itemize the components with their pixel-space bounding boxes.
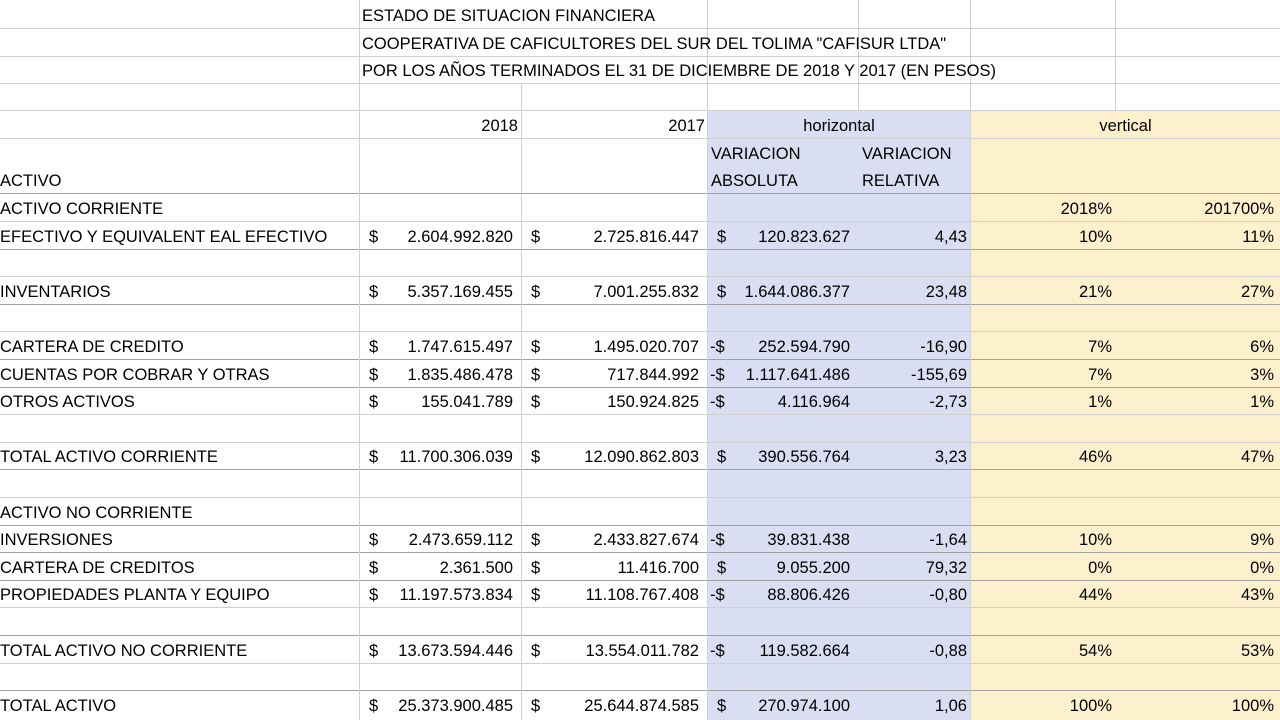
currency-2017[interactable]: $ [531,697,541,715]
row-label[interactable]: OTROS ACTIVOS [0,393,135,411]
var-abs-sign[interactable]: $ [717,559,727,577]
value-2018[interactable]: 155.041.789 [421,393,513,411]
var-rel-value[interactable]: 23,48 [925,283,967,301]
pct-2017[interactable]: 43% [1240,586,1274,604]
row-label[interactable]: INVENTARIOS [0,283,111,301]
var-abs-value[interactable]: 9.055.200 [776,559,850,577]
var-abs-value[interactable]: 390.556.764 [758,448,850,466]
value-2017[interactable]: 150.924.825 [607,393,699,411]
section-activo[interactable]: ACTIVO [0,172,62,190]
pct-2018[interactable]: 1% [1088,393,1112,411]
var-rel-value[interactable]: -1,64 [929,531,967,549]
value-2017[interactable]: 12.090.862.803 [584,448,699,466]
col-header-pct2018[interactable]: 2018% [1060,200,1112,218]
value-2018[interactable]: 5.357.169.455 [407,283,513,301]
currency-2018[interactable]: $ [369,697,379,715]
pct-2017[interactable]: 1% [1250,393,1274,411]
var-abs-value[interactable]: 119.582.664 [759,642,850,660]
value-2018[interactable]: 2.604.992.820 [407,228,513,246]
currency-2017[interactable]: $ [531,283,541,301]
pct-2018[interactable]: 7% [1088,338,1112,356]
value-2017[interactable]: 7.001.255.832 [593,283,699,301]
currency-2018[interactable]: $ [369,559,379,577]
var-abs-sign[interactable]: -$ [710,338,725,356]
row-label[interactable]: TOTAL ACTIVO NO CORRIENTE [0,642,248,660]
currency-2017[interactable]: $ [531,366,541,384]
var-abs-value[interactable]: 270.974.100 [758,697,850,715]
value-2018[interactable]: 1.747.615.497 [407,338,513,356]
pct-2018[interactable]: 21% [1078,283,1112,301]
pct-2018[interactable]: 44% [1078,586,1112,604]
currency-2018[interactable]: $ [369,283,379,301]
section-activo-no-corriente[interactable]: ACTIVO NO CORRIENTE [0,504,193,522]
pct-2017[interactable]: 11% [1242,228,1274,246]
value-2017[interactable]: 11.416.700 [617,559,699,577]
col-header-2018[interactable]: 2018 [481,117,518,135]
var-abs-sign[interactable]: -$ [710,586,725,604]
row-label[interactable]: CARTERA DE CREDITOS [0,559,195,577]
row-label[interactable]: PROPIEDADES PLANTA Y EQUIPO [0,586,270,604]
col-header-pct2017[interactable]: 201700% [1204,200,1274,218]
var-abs-sign[interactable]: $ [717,448,727,466]
row-label[interactable]: EFECTIVO Y EQUIVALENT EAL EFECTIVO [0,228,328,246]
value-2017[interactable]: 11.108.767.408 [585,586,699,604]
var-abs-sign[interactable]: $ [717,283,727,301]
var-abs-value[interactable]: 1.117.641.486 [745,366,850,384]
section-activo-corriente[interactable]: ACTIVO CORRIENTE [0,200,164,218]
value-2017[interactable]: 1.495.020.707 [593,338,699,356]
var-abs-sign[interactable]: -$ [710,366,725,384]
var-rel-value[interactable]: 1,06 [934,697,967,715]
currency-2018[interactable]: $ [369,642,379,660]
row-label[interactable]: TOTAL ACTIVO [0,697,117,715]
var-abs-sign[interactable]: -$ [710,642,725,660]
value-2018[interactable]: 25.373.900.485 [398,697,513,715]
col-header-var-abs-2[interactable]: ABSOLUTA [711,172,798,190]
var-rel-value[interactable]: -0,80 [929,586,967,604]
row-label[interactable]: CUENTAS POR COBRAR Y OTRAS [0,366,270,384]
currency-2018[interactable]: $ [369,531,379,549]
currency-2017[interactable]: $ [531,338,541,356]
pct-2017[interactable]: 9% [1250,531,1274,549]
row-label[interactable]: TOTAL ACTIVO CORRIENTE [0,448,218,466]
report-title[interactable]: ESTADO DE SITUACION FINANCIERA [362,7,656,25]
currency-2018[interactable]: $ [369,448,379,466]
pct-2018[interactable]: 7% [1088,366,1112,384]
var-rel-value[interactable]: 79,32 [925,559,967,577]
pct-2018[interactable]: 54% [1078,642,1112,660]
var-rel-value[interactable]: -0,88 [929,642,967,660]
horizontal-analysis-band [707,111,970,720]
var-rel-value[interactable]: 3,23 [934,448,967,466]
var-rel-value[interactable]: -16,90 [920,338,967,356]
pct-2018[interactable]: 100% [1069,697,1112,715]
pct-2018[interactable]: 46% [1078,448,1112,466]
pct-2017[interactable]: 6% [1250,338,1274,356]
value-2018[interactable]: 1.835.486.478 [407,366,513,384]
value-2018[interactable]: 2.361.500 [439,559,513,577]
pct-2017[interactable]: 27% [1240,283,1274,301]
var-rel-value[interactable]: -155,69 [911,366,967,384]
col-header-var-rel-2[interactable]: RELATIVA [862,172,940,190]
col-header-var-rel-1[interactable]: VARIACION [862,145,952,163]
currency-2018[interactable]: $ [369,228,379,246]
value-2017[interactable]: 717.844.992 [607,366,699,384]
currency-2017[interactable]: $ [531,642,541,660]
value-2018[interactable]: 11.197.573.834 [399,586,513,604]
pct-2017[interactable]: 100% [1231,697,1274,715]
var-rel-value[interactable]: 4,43 [934,228,967,246]
value-2018[interactable]: 2.473.659.112 [408,531,513,549]
value-2018[interactable]: 11.700.306.039 [399,448,513,466]
var-abs-value[interactable]: 39.831.438 [767,531,850,549]
currency-2017[interactable]: $ [531,448,541,466]
value-2017[interactable]: 2.433.827.674 [593,531,699,549]
pct-2017[interactable]: 0% [1250,559,1274,577]
pct-2018[interactable]: 10% [1078,531,1112,549]
company-name[interactable]: COOPERATIVA DE CAFICULTORES DEL SUR DEL TOLIMA "CAFISUR LTDA" [362,35,947,53]
var-rel-value[interactable]: -2,73 [929,393,967,411]
value-2017[interactable]: 13.554.011.782 [585,642,699,660]
pct-2017[interactable]: 53% [1240,642,1274,660]
pct-2018[interactable]: 10% [1078,228,1112,246]
currency-2018[interactable]: $ [369,338,379,356]
col-header-vertical[interactable]: vertical [1099,117,1152,135]
var-abs-sign[interactable]: -$ [710,393,725,411]
currency-2017[interactable]: $ [531,228,541,246]
var-abs-value[interactable]: 4.116.964 [777,393,850,411]
col-header-2017[interactable]: 2017 [668,117,705,135]
var-abs-value[interactable]: 88.806.426 [767,586,850,604]
var-abs-sign[interactable]: -$ [710,531,725,549]
currency-2017[interactable]: $ [531,531,541,549]
pct-2018[interactable]: 0% [1088,559,1112,577]
currency-2018[interactable]: $ [369,393,379,411]
currency-2017[interactable]: $ [531,586,541,604]
var-abs-sign[interactable]: $ [717,697,727,715]
var-abs-value[interactable]: 252.594.790 [758,338,850,356]
pct-2017[interactable]: 47% [1240,448,1274,466]
currency-2018[interactable]: $ [369,366,379,384]
pct-2017[interactable]: 3% [1250,366,1274,384]
currency-2018[interactable]: $ [369,586,379,604]
value-2018[interactable]: 13.673.594.446 [398,642,513,660]
row-label[interactable]: CARTERA DE CREDITO [0,338,184,356]
currency-2017[interactable]: $ [531,559,541,577]
col-header-horizontal[interactable]: horizontal [803,117,875,135]
var-abs-value[interactable]: 120.823.627 [758,228,850,246]
value-2017[interactable]: 25.644.874.585 [584,697,699,715]
currency-2017[interactable]: $ [531,393,541,411]
col-header-var-abs-1[interactable]: VARIACION [711,145,801,163]
report-period[interactable]: POR LOS AÑOS TERMINADOS EL 31 DE DICIEMBRE DE 2018 Y 2017 (EN PESOS) [362,62,996,80]
var-abs-sign[interactable]: $ [717,228,727,246]
row-label[interactable]: INVERSIONES [0,531,113,549]
var-abs-value[interactable]: 1.644.086.377 [744,283,850,301]
value-2017[interactable]: 2.725.816.447 [593,228,699,246]
